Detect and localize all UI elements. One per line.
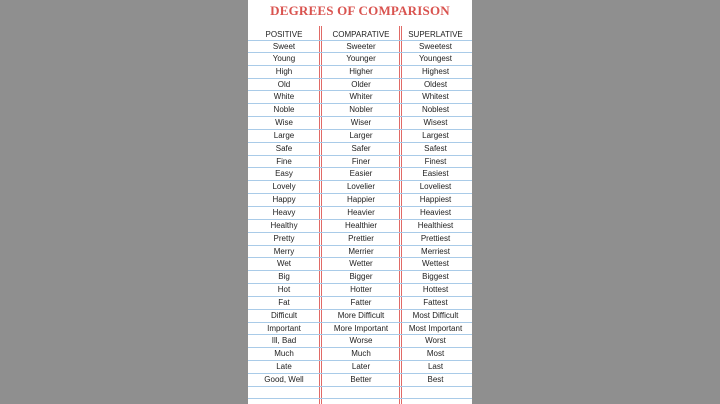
positive-cell: Fine	[276, 156, 292, 166]
positive-cell: Big	[278, 272, 290, 282]
table-row	[248, 258, 472, 271]
superlative-cell: Most Important	[408, 323, 463, 333]
positive-cell: Sweet	[272, 42, 296, 51]
table-row	[248, 79, 472, 92]
superlative-cell: Best	[427, 374, 444, 384]
table-row	[248, 220, 472, 233]
comparative-cell: Happier	[346, 195, 375, 205]
comparative-cell: Older	[351, 79, 371, 89]
header-positive: POSITIVE	[265, 30, 303, 39]
comparative-cell: Easier	[349, 169, 373, 179]
superlative-cell: Most Difficult	[412, 310, 459, 320]
comparative-cell: Wetter	[349, 259, 373, 269]
superlative-cell: Easiest	[422, 169, 449, 179]
comparative-cell: Prettier	[348, 233, 374, 243]
comparative-cell: Wiser	[350, 118, 372, 128]
table-row	[248, 348, 472, 361]
superlative-cell: Largest	[422, 130, 449, 140]
superlative-cell: Happiest	[419, 195, 452, 205]
table-row	[248, 374, 472, 387]
table-row	[248, 117, 472, 130]
positive-cell: White	[273, 92, 295, 102]
positive-cell: Important	[267, 323, 301, 333]
positive-cell: Safe	[275, 143, 293, 153]
superlative-cell: Finest	[424, 156, 447, 166]
positive-cell: Lovely	[272, 182, 296, 192]
superlative-cell: Worst	[425, 336, 446, 346]
comparative-cell: Lovelier	[346, 182, 375, 192]
positive-cell: Late	[276, 362, 292, 372]
header-superlative: SUPERLATIVE	[408, 30, 463, 39]
superlative-cell: Fattest	[423, 297, 448, 307]
superlative-cell: Merriest	[421, 246, 450, 256]
comparative-cell: Bigger	[349, 272, 373, 282]
comparative-cell: Safer	[351, 143, 371, 153]
positive-cell: Wise	[275, 118, 293, 128]
table-row	[248, 194, 472, 207]
positive-cell: Hot	[277, 285, 291, 295]
table-row	[248, 335, 472, 348]
table-row	[248, 40, 472, 53]
superlative-cell: Most	[426, 349, 445, 359]
positive-cell: Much	[274, 349, 294, 359]
table-row	[248, 143, 472, 156]
positive-cell: Good, Well	[264, 374, 304, 384]
table-row	[248, 297, 472, 310]
comparative-cell: Much	[351, 349, 371, 359]
table-row	[248, 53, 472, 66]
header-comparative: COMPARATIVE	[332, 30, 390, 39]
superlative-cell: Whitest	[422, 92, 449, 102]
document-page	[248, 0, 472, 404]
positive-cell: Heavy	[272, 207, 296, 217]
table-row	[248, 310, 472, 323]
superlative-cell: Safest	[424, 143, 447, 153]
comparative-cell: Worse	[349, 336, 373, 346]
superlative-cell: Highest	[421, 66, 450, 76]
comparative-cell: Merrier	[348, 246, 374, 256]
comparative-cell: Sweeter	[346, 42, 376, 51]
positive-cell: Young	[272, 53, 296, 63]
comparative-cell: Larger	[349, 130, 373, 140]
positive-cell: Noble	[273, 105, 295, 115]
positive-cell: Easy	[275, 169, 293, 179]
comparative-cell: Younger	[346, 53, 376, 63]
table-row	[248, 323, 472, 336]
table-row	[248, 284, 472, 297]
table-row	[248, 271, 472, 284]
superlative-cell: Wisest	[423, 118, 448, 128]
positive-cell: Difficult	[270, 310, 298, 320]
comparative-cell: Hotter	[350, 285, 372, 295]
comparative-cell: Whiter	[349, 92, 373, 102]
positive-cell: Fat	[278, 297, 290, 307]
superlative-cell: Heaviest	[419, 207, 452, 217]
comparative-cell: Finer	[351, 156, 371, 166]
table-row	[248, 156, 472, 169]
positive-cell: Ill, Bad	[271, 336, 297, 346]
positive-cell: Pretty	[273, 233, 295, 243]
positive-cell: Healthy	[270, 220, 298, 230]
comparative-cell: Better	[350, 374, 372, 384]
comparative-cell: Later	[351, 362, 371, 372]
positive-cell: Merry	[273, 246, 295, 256]
superlative-cell: Hottest	[422, 285, 449, 295]
table-row	[248, 361, 472, 374]
positive-cell: Old	[277, 79, 291, 89]
table-row	[248, 181, 472, 194]
table-row	[248, 207, 472, 220]
positive-cell: Wet	[276, 259, 292, 269]
superlative-cell: Healthiest	[417, 220, 454, 230]
positive-cell: High	[275, 66, 293, 76]
table-row	[248, 168, 472, 181]
comparative-cell: Healthier	[344, 220, 377, 230]
comparative-cell: Nobler	[349, 105, 373, 115]
superlative-cell: Sweetest	[419, 42, 452, 51]
rule-line	[248, 398, 472, 399]
table-row	[248, 104, 472, 117]
table-row	[248, 233, 472, 246]
page-title: DEGREES OF COMPARISON	[270, 3, 450, 18]
positive-cell: Large	[273, 130, 295, 140]
comparative-cell: Higher	[349, 66, 373, 76]
comparative-cell: More Difficult	[337, 310, 385, 320]
comparative-cell: More Important	[333, 323, 389, 333]
superlative-cell: Last	[427, 362, 444, 372]
table-row	[248, 66, 472, 79]
superlative-cell: Loveliest	[419, 182, 452, 192]
table-row	[248, 246, 472, 259]
superlative-cell: Noblest	[421, 105, 450, 115]
superlative-cell: Wettest	[422, 259, 449, 269]
comparison-table	[248, 40, 472, 387]
table-row	[248, 91, 472, 104]
table-row	[248, 130, 472, 143]
superlative-cell: Biggest	[422, 272, 449, 282]
positive-cell: Happy	[272, 195, 296, 205]
superlative-cell: Youngest	[418, 53, 453, 63]
comparative-cell: Heavier	[347, 207, 375, 217]
superlative-cell: Oldest	[423, 79, 448, 89]
superlative-cell: Prettiest	[420, 233, 451, 243]
comparative-cell: Fatter	[350, 297, 372, 307]
